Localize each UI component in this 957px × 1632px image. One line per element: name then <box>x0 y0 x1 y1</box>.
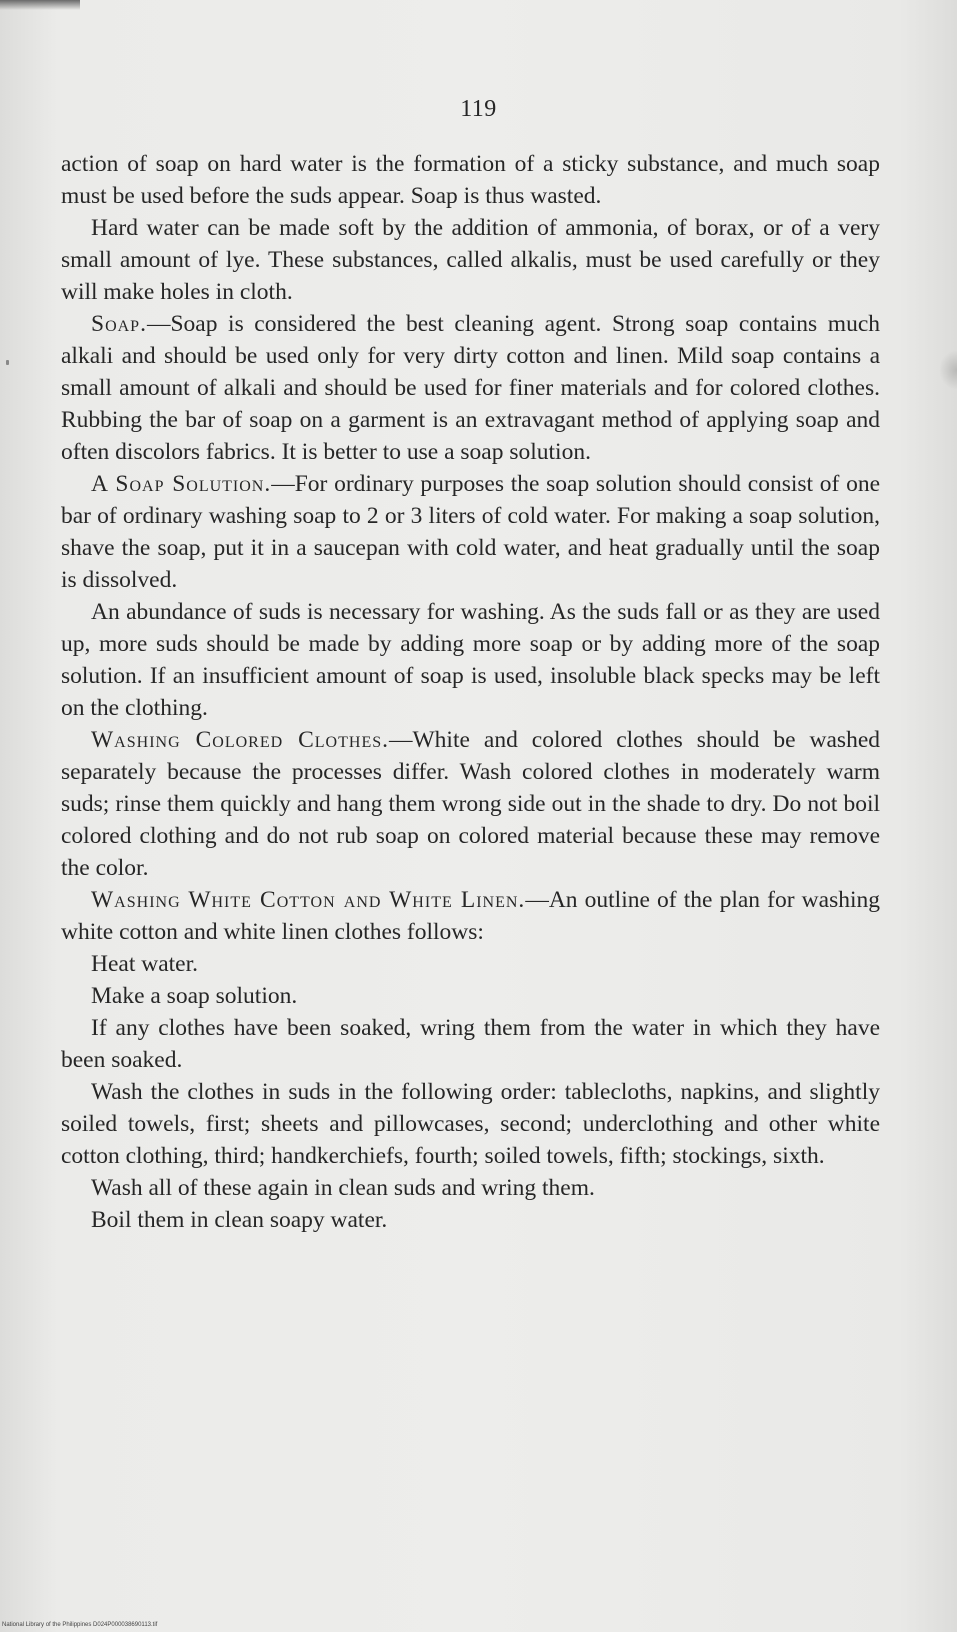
page-number: 119 <box>460 96 497 122</box>
paragraph <box>61 148 880 212</box>
paragraph-text: —White and colored clothes should be washed separately because the processes differ. Wash colored clothes in moderately warm suds; rinse them quickly and hang them wrong side out in the shade to dry. Do not boil colored clothing and do not rub soap on colored material because these may remove the color. <box>61 727 880 881</box>
step-item: Heat water. <box>91 951 199 977</box>
section-heading: Washing Colored Clothes. <box>91 727 389 753</box>
page-smudge <box>939 350 957 390</box>
step-item: Make a soap solution. <box>91 983 298 1009</box>
step-item: If any clothes have been soaked, wring them from the water in which they have been soaked. <box>61 1015 880 1073</box>
paragraph <box>61 724 880 884</box>
scan-edge-shadow <box>0 0 80 10</box>
paragraph <box>61 308 880 468</box>
paragraph <box>61 884 880 948</box>
step-item: Wash the clothes in suds in the following order: tablecloths, napkins, and slightly soiled towels, first; sheets and pillowcases, second; underclothing and other white cotton clothing, third; handkerchiefs, fourth; soiled towels, fifth; stockings, sixth. <box>61 1079 880 1169</box>
paragraph <box>61 596 880 724</box>
section-heading: Soap. <box>91 311 147 337</box>
step-item: Boil them in clean soapy water. <box>91 1207 388 1233</box>
paragraph-text: —Soap is considered the best cleaning agent. Strong soap contains much alkali and should be used only for very dirty cotton and linen. Mild soap contains a small amount of alkali and should be used for finer materials and for colored clothes. Rubbing the bar of soap on a garment is an extravagant method of applying soap and often discolors fabrics. It is better to use a soap solution. <box>61 311 880 465</box>
scan-footer: National Library of the Philippines D024P000038690113.tif <box>2 1622 158 1628</box>
paragraph-text: —An outline of the plan for washing white cotton and white linen clothes follows: <box>61 887 880 945</box>
paragraph <box>61 468 880 596</box>
section-heading: A Soap Solution. <box>91 471 272 497</box>
paragraph-text: action of soap on hard water is the formation of a sticky substance, and much soap must be used before the suds appear. Soap is thus wasted. <box>61 151 880 209</box>
margin-mark <box>6 360 9 365</box>
paragraph <box>61 212 880 308</box>
body-text <box>61 148 880 1236</box>
section-heading: Washing White Cotton and White Linen. <box>91 887 526 913</box>
paragraph-text: —For ordinary purposes the soap solution should consist of one bar of ordinary washing soap to 2 or 3 liters of cold water. For making a soap solution, shave the soap, put it in a saucepan with cold water, and heat gradually until the soap is dissolved. <box>61 471 880 593</box>
paragraph-text: An abundance of suds is necessary for washing. As the suds fall or as they are used up, more suds should be made by adding more soap or by adding more of the soap solution. If an insufficient amount of soap is used, insoluble black specks may be left on the clothing. <box>61 599 880 721</box>
paragraph-text: Hard water can be made soft by the addition of ammonia, of borax, or of a very small amount of lye. These substances, called alkalis, must be used carefully or they will make holes in cloth. <box>61 215 880 305</box>
step-item: Wash all of these again in clean suds and wring them. <box>91 1175 595 1201</box>
